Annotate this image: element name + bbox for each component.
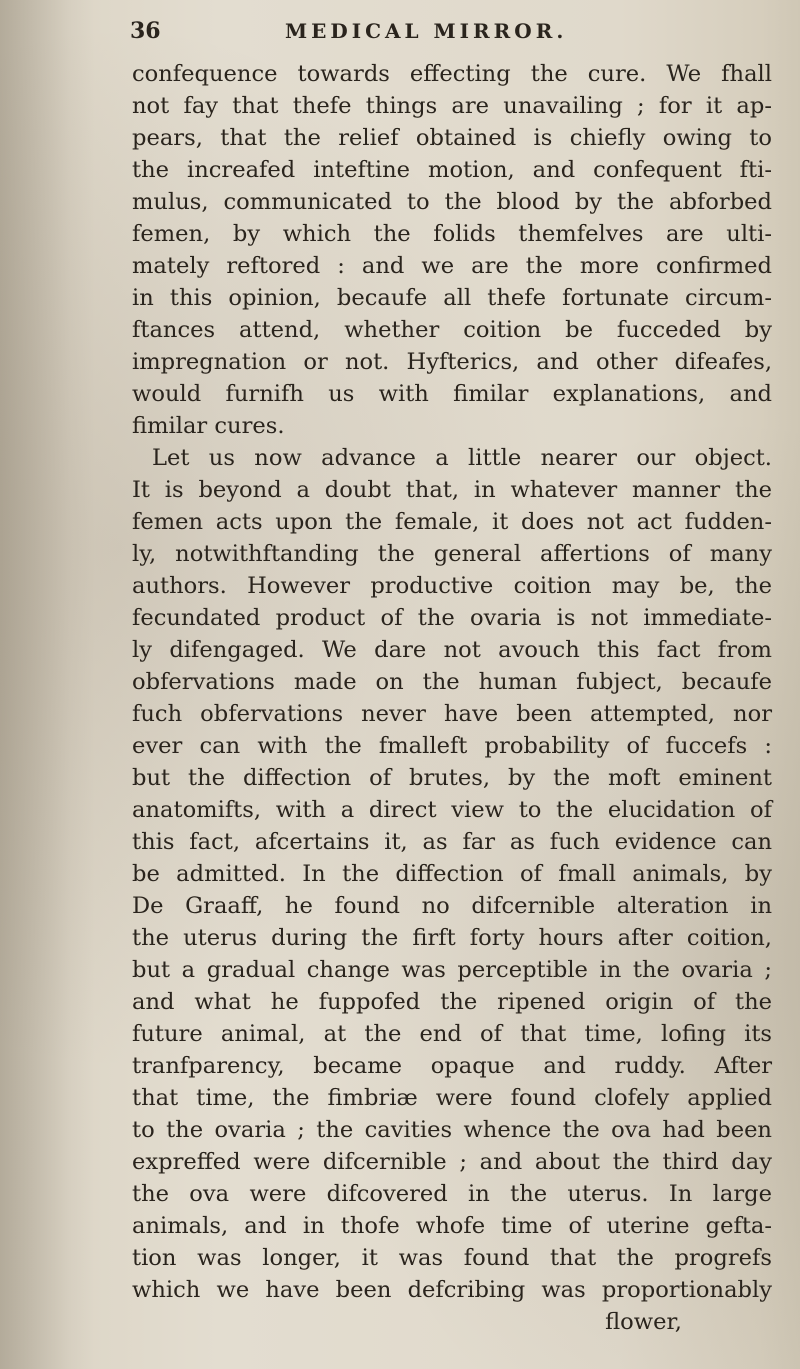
text-line: mately reftored : and we are the more confirmed [132,253,772,279]
text-line: De Graaff, he found no difcernible alteration in [132,893,772,919]
text-line: this fact, afcertains it, as far as fuch evidence can [132,829,772,855]
text-line: fuch obfervations never have been attempted, nor [132,701,772,727]
text-line: be admitted. In the diffection of fmall animals, by [132,861,772,887]
text-line: ly, notwithftanding the general affertions of many [132,541,772,567]
text-line: tion was longer, it was found that the progrefs [132,1245,772,1271]
text-line: femen acts upon the female, it does not act fudden- [132,509,772,535]
catchword: flower, [605,1309,682,1335]
text-line: pears, that the relief obtained is chiefly owing to [132,125,772,151]
text-line: not fay that thefe things are unavailing ; for it ap- [132,93,772,119]
text-line: but the diffection of brutes, by the moft eminent [132,765,772,791]
text-line: confequence towards effecting the cure. We fhall [132,61,772,87]
gutter-shadow [0,0,95,1369]
text-line: in this opinion, becaufe all thefe fortunate circum- [132,285,772,311]
text-line: authors. However productive coition may be, the [132,573,772,599]
text-line: tranfparency, became opaque and ruddy. After [132,1053,772,1079]
text-line: but a gradual change was perceptible in the ovaria ; [132,957,772,983]
text-line: to the ovaria ; the cavities whence the ova had been [132,1117,772,1143]
page-number: 36 [130,18,161,44]
text-line: obfervations made on the human fubject, becaufe [132,669,772,695]
text-line: the increafed inteftine motion, and confequent fti- [132,157,772,183]
page-header [130,18,770,52]
text-line: the ova were difcovered in the uterus. In large [132,1181,772,1207]
text-line: would furnifh us with fimilar explanations, and [132,381,772,407]
text-line: mulus, communicated to the blood by the abforbed [132,189,772,215]
paragraph-end-line: fimilar cures. [132,413,285,439]
text-line: ever can with the fmalleft probability of fuccefs : [132,733,772,759]
text-line: and what he fuppofed the ripened origin of the [132,989,772,1015]
text-line: fecundated product of the ovaria is not immediate- [132,605,772,631]
text-line: ftances attend, whether coition be fucceded by [132,317,772,343]
paragraph-start-line: Let us now advance a little nearer our object. [152,445,772,471]
text-line: that time, the fimbriæ were found clofely applied [132,1085,772,1111]
text-line: It is beyond a doubt that, in whatever manner the [132,477,772,503]
text-line: femen, by which the folids themfelves are ulti- [132,221,772,247]
body-text [132,58,772,1338]
text-line: ly difengaged. We dare not avouch this fact from [132,637,772,663]
text-line: future animal, at the end of that time, lofing its [132,1021,772,1047]
text-line: animals, and in thofe whofe time of uterine gefta- [132,1213,772,1239]
text-line: the uterus during the firft forty hours after coition, [132,925,772,951]
text-line: which we have been defcribing was proportionably [132,1277,772,1303]
text-line: expreffed were difcernible ; and about the third day [132,1149,772,1175]
running-head: MEDICAL MIRROR. [285,19,568,43]
text-line: impregnation or not. Hyfterics, and other difeafes, [132,349,772,375]
text-line: anatomifts, with a direct view to the elucidation of [132,797,772,823]
